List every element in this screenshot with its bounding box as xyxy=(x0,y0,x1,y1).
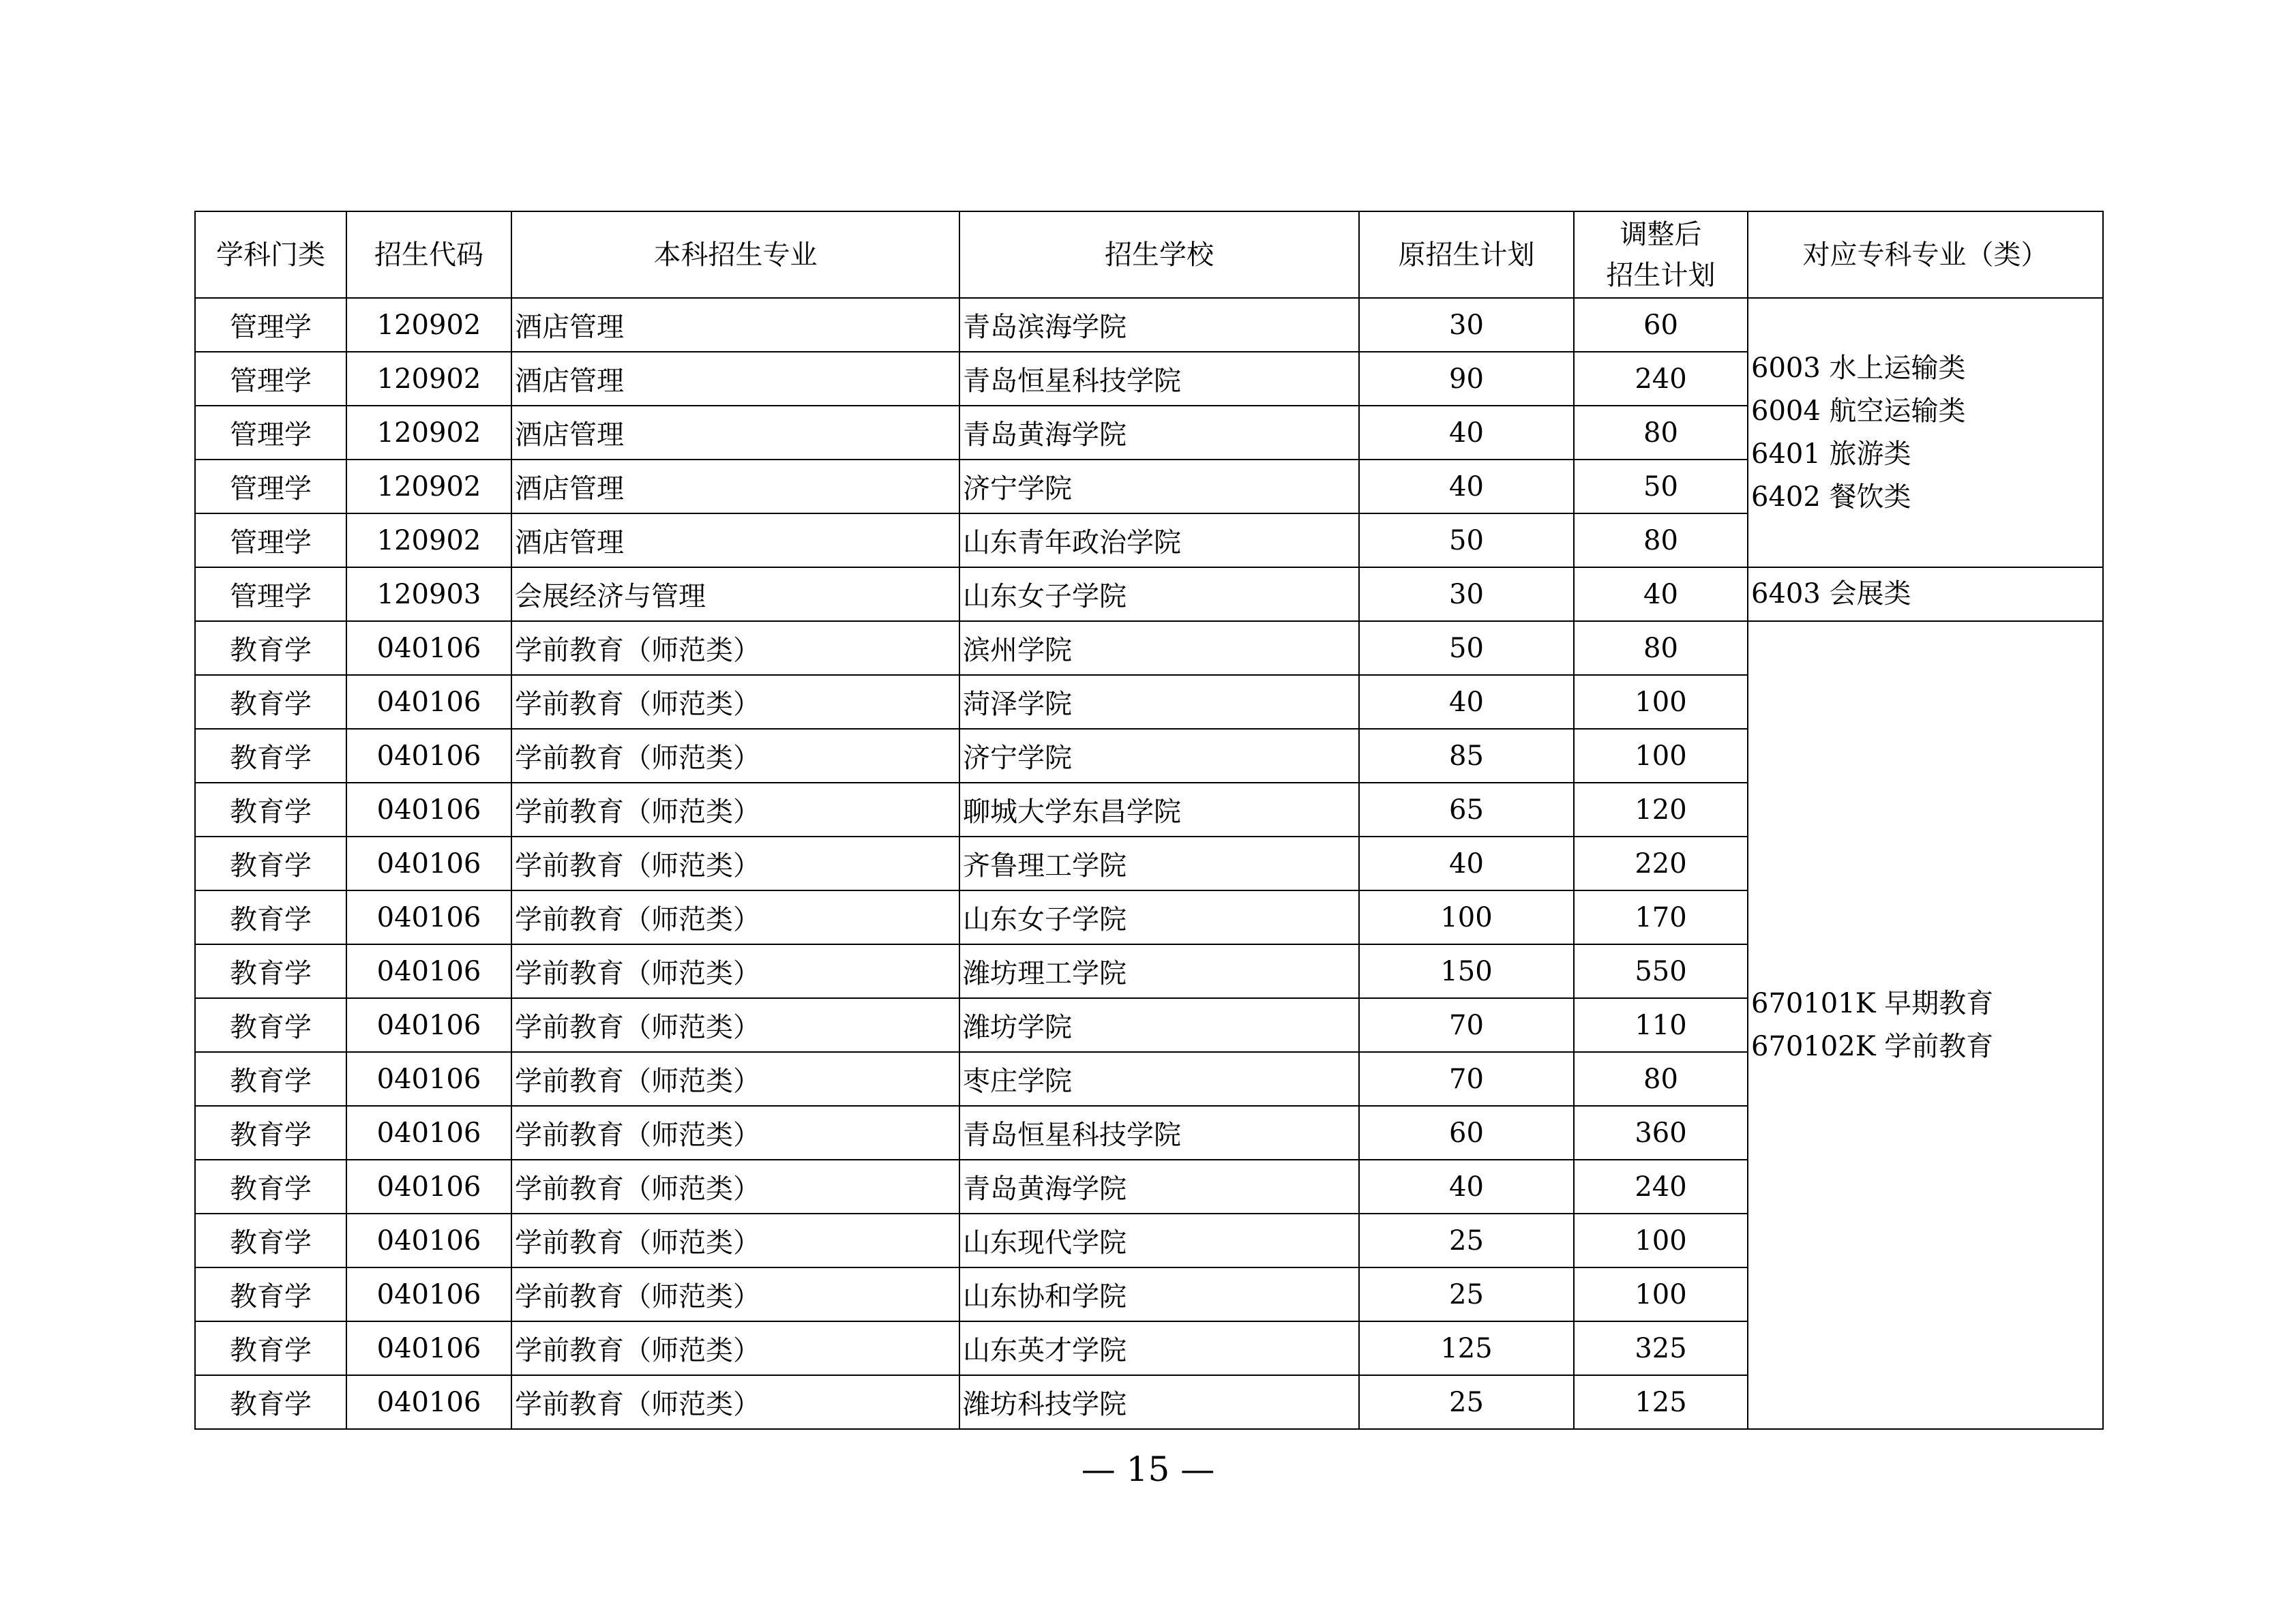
major-cell: 学前教育（师范类） xyxy=(511,837,959,890)
original-plan-cell: 30 xyxy=(1359,298,1574,352)
discipline-cell: 教育学 xyxy=(195,944,346,998)
major-cell: 学前教育（师范类） xyxy=(511,729,959,783)
column-header: 原招生计划 xyxy=(1359,211,1574,298)
table-header-row xyxy=(195,211,2103,298)
original-plan-cell: 90 xyxy=(1359,352,1574,406)
school-cell: 山东现代学院 xyxy=(959,1214,1359,1267)
major-cell: 酒店管理 xyxy=(511,513,959,567)
original-plan-cell: 125 xyxy=(1359,1321,1574,1375)
original-plan-cell: 25 xyxy=(1359,1375,1574,1429)
code-cell: 120902 xyxy=(346,460,511,513)
column-header: 调整后 招生计划 xyxy=(1574,211,1748,298)
school-cell: 山东英才学院 xyxy=(959,1321,1359,1375)
adjusted-plan-cell: 80 xyxy=(1574,1052,1748,1106)
adjusted-plan-cell: 40 xyxy=(1574,567,1748,621)
code-cell: 120903 xyxy=(346,567,511,621)
adjusted-plan-cell: 110 xyxy=(1574,998,1748,1052)
discipline-cell: 管理学 xyxy=(195,513,346,567)
school-cell: 潍坊学院 xyxy=(959,998,1359,1052)
discipline-cell: 教育学 xyxy=(195,837,346,890)
discipline-cell: 管理学 xyxy=(195,352,346,406)
discipline-cell: 教育学 xyxy=(195,1214,346,1267)
code-cell: 040106 xyxy=(346,998,511,1052)
code-cell: 120902 xyxy=(346,406,511,460)
adjusted-plan-cell: 100 xyxy=(1574,1267,1748,1321)
major-cell: 学前教育（师范类） xyxy=(511,944,959,998)
table-row xyxy=(195,621,2103,675)
code-cell: 040106 xyxy=(346,1375,511,1429)
enrollment-plan-table xyxy=(194,211,2104,1430)
school-cell: 青岛黄海学院 xyxy=(959,1160,1359,1214)
discipline-cell: 管理学 xyxy=(195,298,346,352)
major-cell: 会展经济与管理 xyxy=(511,567,959,621)
corresponding-major-cell: 670101K 早期教育 670102K 学前教育 xyxy=(1748,621,2103,1429)
discipline-cell: 教育学 xyxy=(195,1160,346,1214)
page-number: — 15 — xyxy=(1081,1450,1215,1489)
code-cell: 040106 xyxy=(346,1267,511,1321)
school-cell: 齐鲁理工学院 xyxy=(959,837,1359,890)
school-cell: 青岛黄海学院 xyxy=(959,406,1359,460)
original-plan-cell: 40 xyxy=(1359,837,1574,890)
discipline-cell: 教育学 xyxy=(195,1052,346,1106)
adjusted-plan-cell: 550 xyxy=(1574,944,1748,998)
major-cell: 学前教育（师范类） xyxy=(511,998,959,1052)
code-cell: 040106 xyxy=(346,890,511,944)
column-header: 本科招生专业 xyxy=(511,211,959,298)
major-cell: 学前教育（师范类） xyxy=(511,1214,959,1267)
adjusted-plan-cell: 240 xyxy=(1574,352,1748,406)
code-cell: 040106 xyxy=(346,944,511,998)
discipline-cell: 教育学 xyxy=(195,1375,346,1429)
original-plan-cell: 40 xyxy=(1359,675,1574,729)
table-row xyxy=(195,298,2103,352)
adjusted-plan-cell: 120 xyxy=(1574,783,1748,837)
original-plan-cell: 50 xyxy=(1359,513,1574,567)
code-cell: 040106 xyxy=(346,1214,511,1267)
major-cell: 学前教育（师范类） xyxy=(511,675,959,729)
code-cell: 040106 xyxy=(346,675,511,729)
school-cell: 潍坊科技学院 xyxy=(959,1375,1359,1429)
adjusted-plan-cell: 80 xyxy=(1574,406,1748,460)
adjusted-plan-cell: 80 xyxy=(1574,513,1748,567)
original-plan-cell: 60 xyxy=(1359,1106,1574,1160)
major-cell: 学前教育（师范类） xyxy=(511,1052,959,1106)
original-plan-cell: 70 xyxy=(1359,998,1574,1052)
major-cell: 学前教育（师范类） xyxy=(511,621,959,675)
discipline-cell: 教育学 xyxy=(195,890,346,944)
major-cell: 酒店管理 xyxy=(511,406,959,460)
original-plan-cell: 85 xyxy=(1359,729,1574,783)
school-cell: 枣庄学院 xyxy=(959,1052,1359,1106)
code-cell: 040106 xyxy=(346,837,511,890)
adjusted-plan-cell: 100 xyxy=(1574,675,1748,729)
column-header: 对应专科专业（类） xyxy=(1748,211,2103,298)
school-cell: 山东女子学院 xyxy=(959,567,1359,621)
code-cell: 120902 xyxy=(346,513,511,567)
code-cell: 040106 xyxy=(346,729,511,783)
table-row xyxy=(195,567,2103,621)
table-body xyxy=(195,298,2103,1429)
original-plan-cell: 65 xyxy=(1359,783,1574,837)
discipline-cell: 教育学 xyxy=(195,675,346,729)
adjusted-plan-cell: 100 xyxy=(1574,729,1748,783)
corresponding-major-cell: 6403 会展类 xyxy=(1748,567,2103,621)
school-cell: 滨州学院 xyxy=(959,621,1359,675)
discipline-cell: 教育学 xyxy=(195,1321,346,1375)
original-plan-cell: 150 xyxy=(1359,944,1574,998)
code-cell: 040106 xyxy=(346,621,511,675)
adjusted-plan-cell: 125 xyxy=(1574,1375,1748,1429)
discipline-cell: 教育学 xyxy=(195,998,346,1052)
discipline-cell: 教育学 xyxy=(195,729,346,783)
school-cell: 青岛滨海学院 xyxy=(959,298,1359,352)
school-cell: 山东青年政治学院 xyxy=(959,513,1359,567)
original-plan-cell: 100 xyxy=(1359,890,1574,944)
adjusted-plan-cell: 80 xyxy=(1574,621,1748,675)
adjusted-plan-cell: 360 xyxy=(1574,1106,1748,1160)
major-cell: 学前教育（师范类） xyxy=(511,1106,959,1160)
original-plan-cell: 40 xyxy=(1359,460,1574,513)
original-plan-cell: 40 xyxy=(1359,406,1574,460)
major-cell: 学前教育（师范类） xyxy=(511,1321,959,1375)
original-plan-cell: 30 xyxy=(1359,567,1574,621)
code-cell: 040106 xyxy=(346,1052,511,1106)
discipline-cell: 教育学 xyxy=(195,621,346,675)
code-cell: 040106 xyxy=(346,1106,511,1160)
major-cell: 酒店管理 xyxy=(511,352,959,406)
adjusted-plan-cell: 50 xyxy=(1574,460,1748,513)
original-plan-cell: 50 xyxy=(1359,621,1574,675)
discipline-cell: 管理学 xyxy=(195,567,346,621)
major-cell: 学前教育（师范类） xyxy=(511,1160,959,1214)
column-header: 学科门类 xyxy=(195,211,346,298)
school-cell: 青岛恒星科技学院 xyxy=(959,352,1359,406)
school-cell: 山东女子学院 xyxy=(959,890,1359,944)
major-cell: 学前教育（师范类） xyxy=(511,1375,959,1429)
school-cell: 济宁学院 xyxy=(959,460,1359,513)
original-plan-cell: 40 xyxy=(1359,1160,1574,1214)
discipline-cell: 教育学 xyxy=(195,783,346,837)
column-header: 招生代码 xyxy=(346,211,511,298)
adjusted-plan-cell: 60 xyxy=(1574,298,1748,352)
school-cell: 青岛恒星科技学院 xyxy=(959,1106,1359,1160)
adjusted-plan-cell: 220 xyxy=(1574,837,1748,890)
major-cell: 酒店管理 xyxy=(511,460,959,513)
school-cell: 聊城大学东昌学院 xyxy=(959,783,1359,837)
adjusted-plan-cell: 100 xyxy=(1574,1214,1748,1267)
school-cell: 潍坊理工学院 xyxy=(959,944,1359,998)
column-header: 招生学校 xyxy=(959,211,1359,298)
discipline-cell: 管理学 xyxy=(195,406,346,460)
school-cell: 山东协和学院 xyxy=(959,1267,1359,1321)
adjusted-plan-cell: 170 xyxy=(1574,890,1748,944)
code-cell: 040106 xyxy=(346,1321,511,1375)
major-cell: 学前教育（师范类） xyxy=(511,890,959,944)
original-plan-cell: 25 xyxy=(1359,1267,1574,1321)
discipline-cell: 教育学 xyxy=(195,1106,346,1160)
school-cell: 菏泽学院 xyxy=(959,675,1359,729)
major-cell: 学前教育（师范类） xyxy=(511,783,959,837)
corresponding-major-cell: 6003 水上运输类 6004 航空运输类 6401 旅游类 6402 餐饮类 xyxy=(1748,298,2103,567)
code-cell: 040106 xyxy=(346,783,511,837)
code-cell: 120902 xyxy=(346,352,511,406)
major-cell: 学前教育（师范类） xyxy=(511,1267,959,1321)
major-cell: 酒店管理 xyxy=(511,298,959,352)
discipline-cell: 教育学 xyxy=(195,1267,346,1321)
discipline-cell: 管理学 xyxy=(195,460,346,513)
original-plan-cell: 70 xyxy=(1359,1052,1574,1106)
code-cell: 040106 xyxy=(346,1160,511,1214)
code-cell: 120902 xyxy=(346,298,511,352)
original-plan-cell: 25 xyxy=(1359,1214,1574,1267)
adjusted-plan-cell: 240 xyxy=(1574,1160,1748,1214)
school-cell: 济宁学院 xyxy=(959,729,1359,783)
adjusted-plan-cell: 325 xyxy=(1574,1321,1748,1375)
